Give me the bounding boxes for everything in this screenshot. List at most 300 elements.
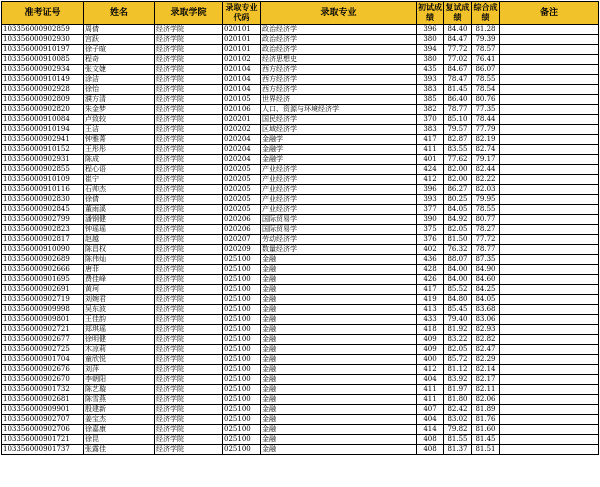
table-row [2,345,599,355]
major-cell: 金融 [261,285,417,295]
initial-score-cell: 413 [417,305,444,315]
initial-score-cell: 433 [417,315,444,325]
table-row [2,135,599,145]
header-retest-score: 复试成绩 [444,2,472,25]
college-cell: 经济学院 [155,85,223,95]
exam-id-cell: 103356000910084 [2,115,84,125]
remark-cell [500,375,599,385]
remark-cell [500,335,599,345]
college-cell: 经济学院 [155,125,223,135]
name-cell: 张露佳 [84,445,155,455]
table-row [2,45,599,55]
total-score-cell: 78.55 [472,205,500,215]
major-code-cell: 020205 [223,205,261,215]
college-cell: 经济学院 [155,325,223,335]
initial-score-cell: 412 [417,175,444,185]
table-row [2,185,599,195]
name-cell: 徐倩 [84,195,155,205]
name-cell: 费佳峰 [84,275,155,285]
total-score-cell: 84.05 [472,295,500,305]
exam-id-cell: 103356000909901 [2,405,84,415]
exam-id-cell: 103356000902725 [2,345,84,355]
exam-id-cell: 103356000902931 [2,155,84,165]
major-code-cell: 020204 [223,155,261,165]
table-row [2,375,599,385]
table-row [2,225,599,235]
major-code-cell: 025100 [223,445,261,455]
college-cell: 经济学院 [155,405,223,415]
college-cell: 经济学院 [155,205,223,215]
table-row [2,195,599,205]
total-score-cell: 84.60 [472,275,500,285]
exam-id-cell: 103356000902823 [2,225,84,235]
name-cell: 钟雅菁 [84,135,155,145]
college-cell: 经济学院 [155,185,223,195]
remark-cell [500,115,599,125]
major-cell: 金融 [261,435,417,445]
total-score-cell: 77.72 [472,235,500,245]
total-score-cell: 82.14 [472,365,500,375]
major-code-cell: 025100 [223,305,261,315]
name-cell: 刘萍 [84,365,155,375]
initial-score-cell: 428 [417,265,444,275]
initial-score-cell: 375 [417,225,444,235]
initial-score-cell: 394 [417,45,444,55]
major-cell: 世界经济 [261,95,417,105]
name-cell: 徐怡 [84,85,155,95]
initial-score-cell: 409 [417,345,444,355]
name-cell: 程心语 [84,165,155,175]
remark-cell [500,175,599,185]
exam-id-cell: 103356000901737 [2,445,84,455]
name-cell: 王彤彤 [84,145,155,155]
table-row [2,435,599,445]
name-cell: 陈伟灿 [84,255,155,265]
major-code-cell: 020209 [223,245,261,255]
major-code-cell: 020205 [223,185,261,195]
table-row [2,405,599,415]
major-cell: 西方经济学 [261,85,417,95]
total-score-cell: 87.35 [472,255,500,265]
initial-score-cell: 408 [417,435,444,445]
retest-score-cell: 84.40 [444,25,472,35]
college-cell: 经济学院 [155,35,223,45]
major-cell: 金融 [261,335,417,345]
total-score-cell: 78.44 [472,115,500,125]
major-cell: 金融 [261,385,417,395]
exam-id-cell: 103356000902721 [2,325,84,335]
table-row [2,365,599,375]
exam-id-cell: 103356000910197 [2,45,84,55]
initial-score-cell: 414 [417,425,444,435]
table-row [2,105,599,115]
exam-id-cell: 103356000902817 [2,235,84,245]
total-score-cell: 84.90 [472,265,500,275]
major-code-cell: 025100 [223,275,261,285]
exam-id-cell: 103356000910149 [2,75,84,85]
major-cell: 金融 [261,355,417,365]
college-cell: 经济学院 [155,275,223,285]
college-cell: 经济学院 [155,365,223,375]
remark-cell [500,125,599,135]
exam-id-cell: 103356000902689 [2,255,84,265]
major-cell: 金融学 [261,135,417,145]
name-cell: 姜宝杰 [84,415,155,425]
major-cell: 金融学 [261,155,417,165]
college-cell: 经济学院 [155,265,223,275]
remark-cell [500,225,599,235]
remark-cell [500,365,599,375]
total-score-cell: 82.22 [472,175,500,185]
total-score-cell: 82.93 [472,325,500,335]
table-row [2,425,599,435]
major-code-cell: 020104 [223,85,261,95]
initial-score-cell: 411 [417,395,444,405]
major-cell: 金融 [261,295,417,305]
initial-score-cell: 417 [417,135,444,145]
major-cell: 金融 [261,365,417,375]
exam-id-cell: 103356000910109 [2,175,84,185]
total-score-cell: 78.57 [472,45,500,55]
retest-score-cell: 79.57 [444,125,472,135]
initial-score-cell: 418 [417,325,444,335]
college-cell: 经济学院 [155,355,223,365]
table-row [2,75,599,85]
major-cell: 国民经济学 [261,115,417,125]
name-cell: 陈雪燕 [84,395,155,405]
remark-cell [500,395,599,405]
major-code-cell: 020102 [223,55,261,65]
total-score-cell: 82.47 [472,345,500,355]
retest-score-cell: 81.12 [444,365,472,375]
name-cell: 潘钢健 [84,215,155,225]
name-cell: 陈成 [84,155,155,165]
retest-score-cell: 82.87 [444,135,472,145]
table-row [2,285,599,295]
major-cell: 经济思想史 [261,55,417,65]
remark-cell [500,205,599,215]
table-row [2,395,599,405]
table-row [2,325,599,335]
admission-table [1,1,599,455]
college-cell: 经济学院 [155,75,223,85]
exam-id-cell: 103356000910085 [2,55,84,65]
major-cell: 西方经济学 [261,75,417,85]
total-score-cell: 78.55 [472,75,500,85]
table-body [2,25,599,455]
major-code-cell: 025100 [223,405,261,415]
major-code-cell: 020105 [223,95,261,105]
exam-id-cell: 103356000902681 [2,395,84,405]
table-row [2,295,599,305]
major-code-cell: 025100 [223,295,261,305]
initial-score-cell: 377 [417,205,444,215]
major-code-cell: 020104 [223,75,261,85]
name-cell: 黄珂 [84,285,155,295]
table-row [2,315,599,325]
remark-cell [500,305,599,315]
name-cell: 濮方清 [84,95,155,105]
college-cell: 经济学院 [155,435,223,445]
college-cell: 经济学院 [155,135,223,145]
college-cell: 经济学院 [155,415,223,425]
major-code-cell: 025100 [223,265,261,275]
college-cell: 经济学院 [155,175,223,185]
retest-score-cell: 81.80 [444,395,472,405]
table-row [2,275,599,285]
name-cell: 董雨溪 [84,205,155,215]
retest-score-cell: 84.47 [444,35,472,45]
retest-score-cell: 81.92 [444,325,472,335]
major-cell: 西方经济学 [261,65,417,75]
exam-id-cell: 103356000910152 [2,145,84,155]
initial-score-cell: 383 [417,85,444,95]
exam-id-cell: 103356000909801 [2,315,84,325]
initial-score-cell: 385 [417,95,444,105]
major-code-cell: 020104 [223,65,261,75]
remark-cell [500,165,599,175]
major-code-cell: 025100 [223,255,261,265]
major-code-cell: 025100 [223,345,261,355]
total-score-cell: 80.76 [472,95,500,105]
total-score-cell: 81.45 [472,435,500,445]
initial-score-cell: 380 [417,35,444,45]
college-cell: 经济学院 [155,255,223,265]
retest-score-cell: 81.97 [444,385,472,395]
initial-score-cell: 376 [417,235,444,245]
total-score-cell: 81.76 [472,415,500,425]
initial-score-cell: 390 [417,215,444,225]
name-cell: 郑琪瑶 [84,325,155,335]
major-code-cell: 020101 [223,45,261,55]
initial-score-cell: 382 [417,105,444,115]
retest-score-cell: 84.80 [444,295,472,305]
exam-id-cell: 103356000902845 [2,205,84,215]
name-cell: 刘婉君 [84,295,155,305]
name-cell: 涂洁 [84,75,155,85]
college-cell: 经济学院 [155,395,223,405]
name-cell: 周倩 [84,25,155,35]
college-cell: 经济学院 [155,165,223,175]
retest-score-cell: 83.55 [444,145,472,155]
header-college: 录取学院 [155,2,223,25]
retest-score-cell: 84.67 [444,65,472,75]
college-cell: 经济学院 [155,445,223,455]
retest-score-cell: 79.40 [444,315,472,325]
name-cell: 吴东波 [84,305,155,315]
initial-score-cell: 396 [417,185,444,195]
initial-score-cell: 393 [417,75,444,85]
college-cell: 经济学院 [155,65,223,75]
remark-cell [500,345,599,355]
college-cell: 经济学院 [155,295,223,305]
table-row [2,165,599,175]
total-score-cell: 78.27 [472,225,500,235]
table-row [2,95,599,105]
initial-score-cell: 404 [417,375,444,385]
major-code-cell: 025100 [223,325,261,335]
table-row [2,445,599,455]
retest-score-cell: 85.72 [444,355,472,365]
exam-id-cell: 103356000902934 [2,65,84,75]
exam-id-cell: 103356000910116 [2,185,84,195]
major-code-cell: 020205 [223,195,261,205]
total-score-cell: 81.28 [472,25,500,35]
college-cell: 经济学院 [155,245,223,255]
initial-score-cell: 402 [417,245,444,255]
table-row [2,85,599,95]
name-cell: 徐嘉康 [84,425,155,435]
remark-cell [500,25,599,35]
remark-cell [500,325,599,335]
major-code-cell: 025100 [223,385,261,395]
initial-score-cell: 409 [417,335,444,345]
total-score-cell: 82.74 [472,145,500,155]
exam-id-cell: 103356000902859 [2,25,84,35]
exam-id-cell: 103356000902941 [2,135,84,145]
college-cell: 经济学院 [155,235,223,245]
total-score-cell: 79.95 [472,195,500,205]
total-score-cell: 80.77 [472,215,500,225]
table-row [2,245,599,255]
remark-cell [500,445,599,455]
exam-id-cell: 103356000902830 [2,195,84,205]
total-score-cell: 83.68 [472,305,500,315]
remark-cell [500,275,599,285]
initial-score-cell: 408 [417,445,444,455]
exam-id-cell: 103356000902930 [2,35,84,45]
major-code-cell: 025100 [223,335,261,345]
major-code-cell: 020207 [223,235,261,245]
total-score-cell: 82.19 [472,135,500,145]
table-row [2,355,599,365]
total-score-cell: 77.35 [472,105,500,115]
header-remark: 备注 [500,2,599,25]
table-row [2,415,599,425]
retest-score-cell: 85.10 [444,115,472,125]
retest-score-cell: 77.72 [444,45,472,55]
table-row [2,35,599,45]
retest-score-cell: 81.55 [444,435,472,445]
remark-cell [500,195,599,205]
major-code-cell: 020205 [223,175,261,185]
table-row [2,305,599,315]
retest-score-cell: 78.47 [444,75,472,85]
retest-score-cell: 84.05 [444,205,472,215]
exam-id-cell: 103356000901732 [2,385,84,395]
college-cell: 经济学院 [155,285,223,295]
table-row [2,255,599,265]
retest-score-cell: 81.45 [444,85,472,95]
table-row [2,155,599,165]
remark-cell [500,35,599,45]
name-cell: 王佳韵 [84,315,155,325]
major-code-cell: 025100 [223,315,261,325]
initial-score-cell: 383 [417,125,444,135]
major-code-cell: 020101 [223,25,261,35]
initial-score-cell: 370 [417,115,444,125]
retest-score-cell: 84.92 [444,215,472,225]
college-cell: 经济学院 [155,385,223,395]
remark-cell [500,185,599,195]
exam-id-cell: 103356000910090 [2,245,84,255]
remark-cell [500,265,599,275]
major-cell: 金融 [261,325,417,335]
exam-id-cell: 103356000910194 [2,125,84,135]
total-score-cell: 86.07 [472,65,500,75]
initial-score-cell: 393 [417,195,444,205]
remark-cell [500,155,599,165]
initial-score-cell: 396 [417,25,444,35]
total-score-cell: 79.17 [472,155,500,165]
total-score-cell: 82.06 [472,395,500,405]
major-cell: 劳动经济学 [261,235,417,245]
total-score-cell: 81.51 [472,445,500,455]
exam-id-cell: 103356000902820 [2,105,84,115]
initial-score-cell: 380 [417,55,444,65]
total-score-cell: 83.06 [472,315,500,325]
table-row [2,205,599,215]
college-cell: 经济学院 [155,115,223,125]
exam-id-cell: 103356000901721 [2,435,84,445]
initial-score-cell: 436 [417,255,444,265]
retest-score-cell: 77.62 [444,155,472,165]
exam-id-cell: 103356000902799 [2,215,84,225]
name-cell: 钟瑶瑶 [84,225,155,235]
college-cell: 经济学院 [155,425,223,435]
exam-id-cell: 103356000902677 [2,335,84,345]
retest-score-cell: 78.77 [444,105,472,115]
major-code-cell: 020201 [223,115,261,125]
total-score-cell: 81.89 [472,405,500,415]
initial-score-cell: 417 [417,285,444,295]
retest-score-cell: 82.42 [444,405,472,415]
retest-score-cell: 86.40 [444,95,472,105]
table-row [2,115,599,125]
remark-cell [500,415,599,425]
remark-cell [500,235,599,245]
name-cell: 徐昆 [84,435,155,445]
total-score-cell: 78.54 [472,85,500,95]
major-code-cell: 020202 [223,125,261,135]
name-cell: 陈艺璇 [84,385,155,395]
retest-score-cell: 82.00 [444,165,472,175]
name-cell: 徐明健 [84,335,155,345]
college-cell: 经济学院 [155,55,223,65]
name-cell: 王洁 [84,125,155,135]
major-code-cell: 020106 [223,105,261,115]
remark-cell [500,425,599,435]
retest-score-cell: 77.02 [444,55,472,65]
initial-score-cell: 404 [417,415,444,425]
initial-score-cell: 426 [417,275,444,285]
total-score-cell: 82.82 [472,335,500,345]
remark-cell [500,285,599,295]
table-row [2,145,599,155]
major-code-cell: 025100 [223,285,261,295]
remark-cell [500,45,599,55]
retest-score-cell: 76.32 [444,245,472,255]
major-cell: 金融 [261,395,417,405]
header-row [2,2,599,25]
major-cell: 产业经济学 [261,175,417,185]
remark-cell [500,55,599,65]
exam-id-cell: 103356000902666 [2,265,84,275]
retest-score-cell: 84.00 [444,275,472,285]
major-code-cell: 025100 [223,435,261,445]
total-score-cell: 79.39 [472,35,500,45]
header-name: 姓名 [84,2,155,25]
